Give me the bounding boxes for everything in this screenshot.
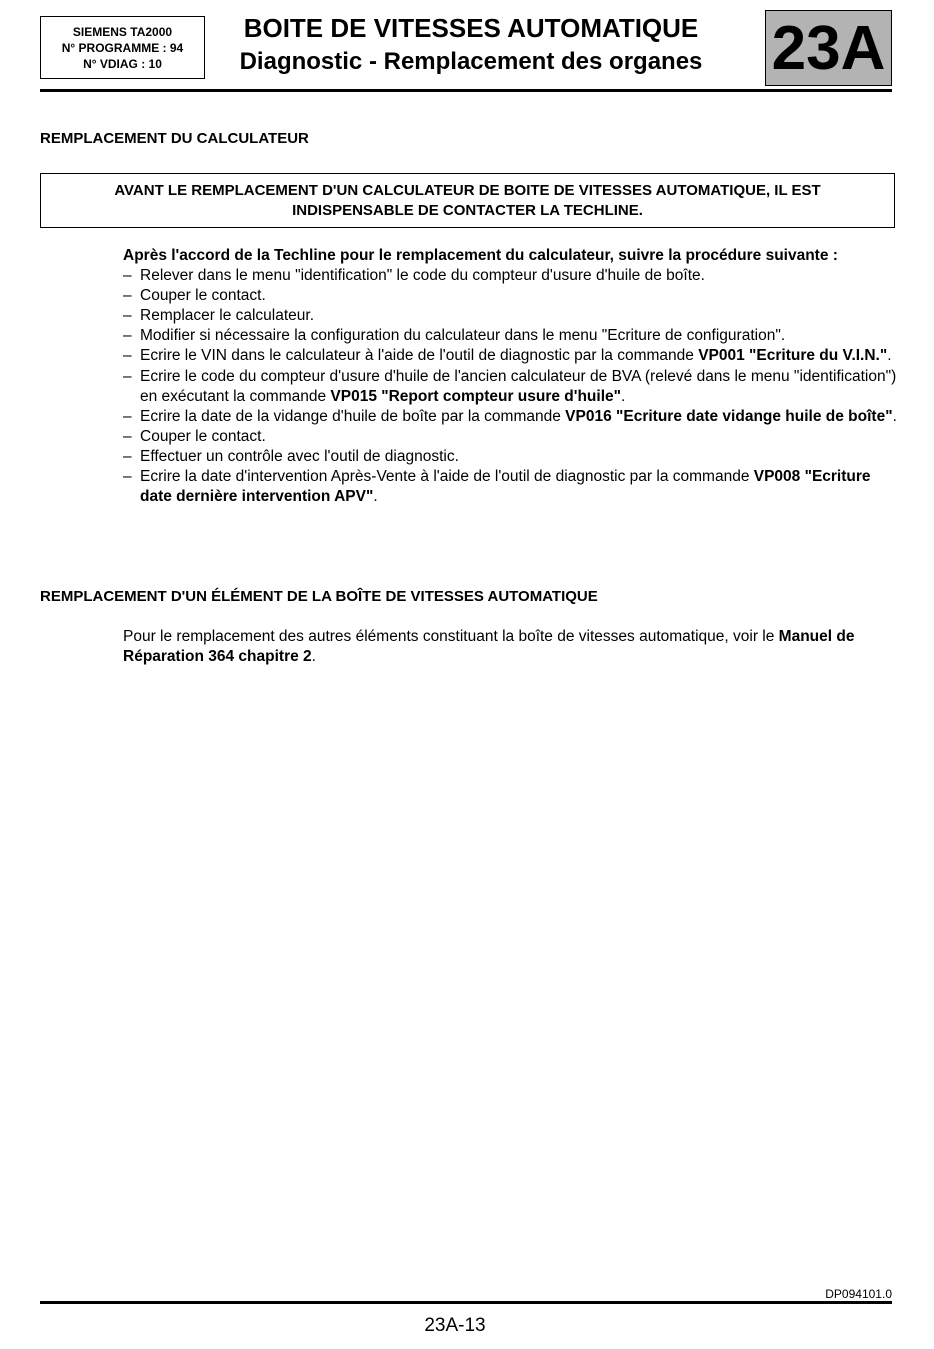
step-text: Ecrire le VIN dans le calculateur à l'aide de l'outil de diagnostic par la commande [140,347,699,365]
step-punct: . [887,347,892,365]
footer-divider [40,1301,892,1304]
list-item [123,346,898,366]
procedure-steps [123,266,898,507]
element-text: Pour le remplacement des autres éléments constituant la boîte de vitesses automatique, voir le [123,628,779,645]
page-number: 23A-13 [424,1315,486,1336]
id-line-vdiag: N° VDIAG : 10 [83,56,162,71]
step-text: Effectuer un contrôle avec l'outil de diagnostic. [140,447,459,465]
step-text: Couper le contact. [140,427,266,445]
id-line-ecu: SIEMENS TA2000 [72,24,173,39]
step-command: VP008 "Ecriture date dernière intervention APV" [140,468,871,506]
list-item [123,286,898,306]
section-heading-element: REMPLACEMENT D'UN ÉLÉMENT DE LA BOÎTE DE VITESSES AUTOMATIQUE [40,588,598,605]
step-command: VP016 "Ecriture date vidange huile de boîte" [565,407,893,425]
section-heading-calculateur: REMPLACEMENT DU CALCULATEUR [40,130,309,147]
manual-reference: Manuel de Réparation 364 chapitre 2 [123,628,855,666]
page-title: BOITE DE VITESSES AUTOMATIQUE [243,13,699,43]
document-reference: DP094101.0 [825,1287,892,1301]
step-text: Remplacer le calculateur. [140,307,315,325]
header-divider [40,89,892,92]
procedure-intro: Après l'accord de la Techline pour le remplacement du calculateur, suivre la procédure suivante : [123,247,838,264]
page-title-block [206,12,736,80]
step-text: Couper le contact. [140,287,266,305]
warning-text: AVANT LE REMPLACEMENT D'UN CALCULATEUR DE BOITE DE VITESSES AUTOMATIQUE, IL EST INDISPENSABLE DE CONTACTER LA TECHLINE. [114,181,821,219]
chapter-badge: 23A [765,10,892,86]
element-paragraph [123,627,898,667]
step-command: VP015 "Report compteur usure d'huile" [330,387,621,405]
list-item [123,266,898,286]
step-text: Ecrire la date de la vidange d'huile de boîte par la commande [140,407,566,425]
list-item [123,326,898,346]
vehicle-id-box [40,16,205,79]
step-text: Ecrire le code du compteur d'usure d'huile de l'ancien calculateur de BVA (relevé dans le menu "identification") en exécutant la commande [140,367,897,405]
step-punct: . [620,387,626,405]
step-text: Ecrire la date d'intervention Après-Vente à l'aide de l'outil de diagnostic par la commande [140,468,754,486]
list-item [123,447,898,467]
list-item [123,367,898,407]
page-subtitle: Diagnostic - Remplacement des organes [239,48,703,75]
warning-box [40,173,895,228]
step-text: Modifier si nécessaire la configuration du calculateur dans le menu "Ecriture de configuration". [140,327,786,345]
list-item [123,427,898,447]
step-punct: . [892,407,897,425]
element-punct: . [311,648,316,666]
id-line-program: N° PROGRAMME : 94 [61,40,184,55]
step-text: Relever dans le menu "identification" le code du compteur d'usure d'huile de boîte. [140,267,705,285]
list-item [123,306,898,326]
step-punct: . [373,488,378,506]
step-command: VP001 "Ecriture du V.I.N." [698,347,888,365]
procedure-block [123,246,898,507]
list-item [123,467,898,507]
list-item [123,407,898,427]
